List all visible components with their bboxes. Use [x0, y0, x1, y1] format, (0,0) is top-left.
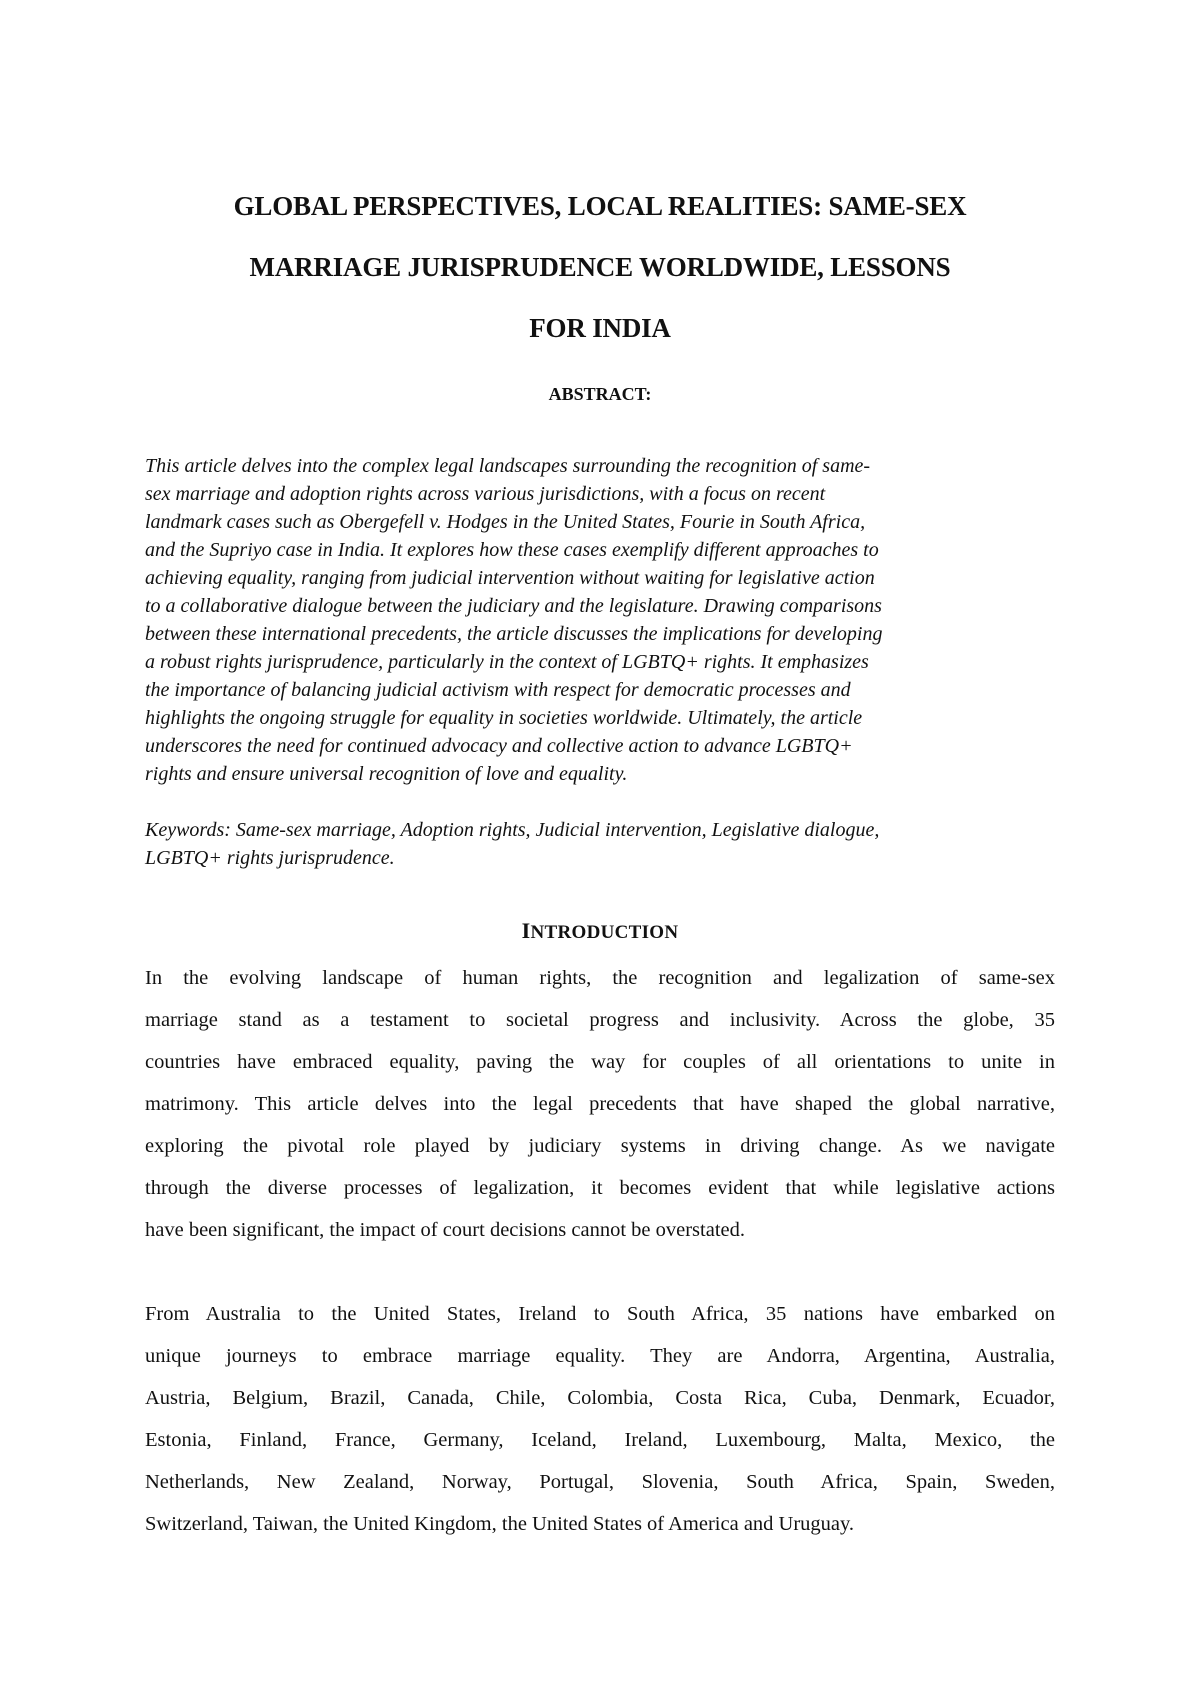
abstract-line: sex marriage and adoption rights across various jurisdictions, with a focus on recent	[145, 483, 826, 505]
paragraph-line: From Australia to the United States, Ireland to South Africa, 35 nations have embarked on	[145, 1303, 1055, 1325]
paragraph-line: through the diverse processes of legalization, it becomes evident that while legislative actions	[145, 1177, 1055, 1199]
introduction-paragraph-1	[145, 957, 1055, 1251]
paragraph-line: In the evolving landscape of human rights, the recognition and legalization of same-sex	[145, 967, 1055, 989]
introduction-paragraph-2	[145, 1293, 1055, 1545]
paragraph-line: unique journeys to embrace marriage equality. They are Andorra, Argentina, Australia,	[145, 1345, 1055, 1367]
abstract-line: between these international precedents, the article discusses the implications for developing	[145, 623, 883, 645]
heading-rest: NTRODUCTION	[530, 922, 679, 943]
title-line-1: GLOBAL PERSPECTIVES, LOCAL REALITIES: SAME-SEX	[233, 191, 967, 221]
abstract-line: highlights the ongoing struggle for equality in societies worldwide. Ultimately, the article	[145, 707, 863, 729]
keywords-line: Keywords: Same-sex marriage, Adoption rights, Judicial intervention, Legislative dialogue,	[145, 819, 880, 841]
abstract-line: a robust rights jurisprudence, particularly in the context of LGBTQ+ rights. It emphasizes	[145, 651, 869, 673]
keywords-text	[145, 816, 1055, 872]
paragraph-line: exploring the pivotal role played by judiciary systems in driving change. As we navigate	[145, 1135, 1055, 1157]
paper-title	[140, 176, 1060, 359]
paragraph-line: Austria, Belgium, Brazil, Canada, Chile, Colombia, Costa Rica, Cuba, Denmark, Ecuador,	[145, 1387, 1055, 1409]
introduction-heading	[140, 919, 1060, 945]
abstract-line: to a collaborative dialogue between the judiciary and the legislature. Drawing comparisons	[145, 595, 882, 617]
paragraph-line: have been significant, the impact of court decisions cannot be overstated.	[145, 1219, 745, 1241]
abstract-line: achieving equality, ranging from judicial intervention without waiting for legislative action	[145, 567, 875, 589]
paragraph-line: marriage stand as a testament to societal progress and inclusivity. Across the globe, 35	[145, 1009, 1055, 1031]
abstract-text	[145, 452, 1055, 788]
keywords-line: LGBTQ+ rights jurisprudence.	[145, 847, 395, 869]
abstract-line: rights and ensure universal recognition of love and equality.	[145, 763, 628, 785]
paragraph-line: countries have embraced equality, paving the way for couples of all orientations to unite in	[145, 1051, 1055, 1073]
abstract-line: and the Supriyo case in India. It explores how these cases exemplify different approaches to	[145, 539, 879, 561]
paragraph-line: Estonia, Finland, France, Germany, Iceland, Ireland, Luxembourg, Malta, Mexico, the	[145, 1429, 1055, 1451]
abstract-line: the importance of balancing judicial activism with respect for democratic processes and	[145, 679, 851, 701]
paragraph-line: Netherlands, New Zealand, Norway, Portugal, Slovenia, South Africa, Spain, Sweden,	[145, 1471, 1055, 1493]
title-line-3: FOR INDIA	[529, 313, 671, 343]
abstract-line: landmark cases such as Obergefell v. Hodges in the United States, Fourie in South Africa,	[145, 511, 866, 533]
paragraph-line: Switzerland, Taiwan, the United Kingdom, the United States of America and Uruguay.	[145, 1513, 855, 1535]
abstract-line: This article delves into the complex legal landscapes surrounding the recognition of same-	[145, 455, 871, 477]
abstract-line: underscores the need for continued advocacy and collective action to advance LGBTQ+	[145, 735, 853, 757]
heading-initial: I	[521, 918, 531, 943]
abstract-heading: ABSTRACT:	[548, 384, 652, 404]
title-line-2: MARRIAGE JURISPRUDENCE WORLDWIDE, LESSONS	[249, 252, 951, 282]
paragraph-line: matrimony. This article delves into the legal precedents that have shaped the global narrative,	[145, 1093, 1055, 1115]
